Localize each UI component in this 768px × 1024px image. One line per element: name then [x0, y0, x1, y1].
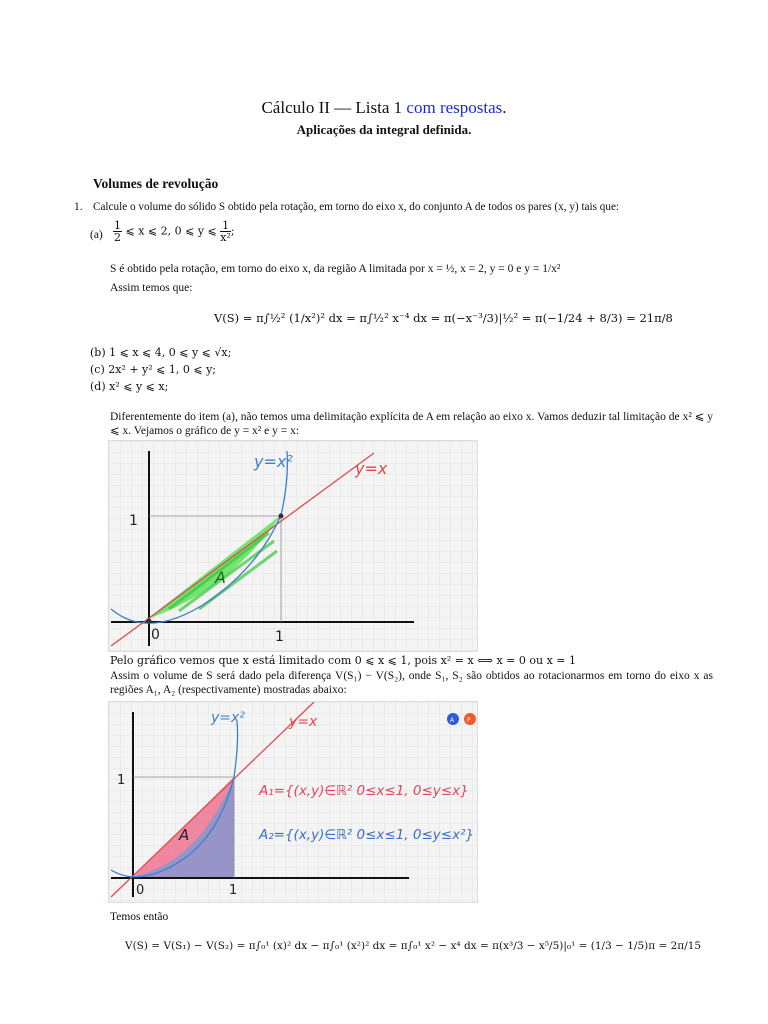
- item-d-formula: V(S) = V(S₁) − V(S₂) = π∫₀¹ (x)² dx − π∫₀¹ (x²)² dx = π∫₀¹ x² − x⁴ dx = π(x³/3 − x⁵/5)|₀¹ = (1/3 − 1/5)π = 2π/15: [125, 940, 702, 952]
- section-heading: Volumes de revolução: [93, 176, 219, 191]
- region-p-toggle-label: P: [467, 717, 471, 724]
- region-a-toggle-label: A: [450, 717, 455, 724]
- item-a-formula: V(S) = π∫½² (1/x²)² dx = π∫½² x⁻⁴ dx = π(−x⁻³/3)|½² = π(−1/24 + 8/3) = 21π/8: [214, 311, 673, 325]
- item-a-solution-2: Assim temos que:: [110, 282, 193, 294]
- label-line: y=x: [355, 459, 388, 478]
- graph-1-grid: [109, 441, 477, 651]
- graph-1-svg: [109, 441, 477, 651]
- graph-2-svg: [109, 702, 477, 902]
- label-a2-set: A₂={(x,y)∈ℝ² 0≤x≤1, 0≤y≤x²}: [259, 827, 475, 843]
- item-d: (d) x² ⩽ y ⩽ x;: [90, 380, 169, 393]
- item-a-condition: $\frac{1}{2}$ ⩽ x ⩽ 2, 0 ⩽ y ⩽ $\frac{1}{\text{x²}}$ ;: [114, 219, 235, 244]
- item-d-text-1: Diferentemente do item (a), não temos uma delimitação explícita de A em relação ao eixo x. Vamos deduzir tal limitação de x² ⩽ y ⩽ x. Vejamos o gráfico de y = x² e y = x:: [110, 411, 713, 437]
- document-subtitle: Aplicações da integral definida.: [296, 122, 472, 137]
- intersection-point: [279, 514, 284, 519]
- tick-x-1-2: 1: [229, 883, 238, 898]
- title-text: Cálculo II — Lista 1: [261, 98, 403, 117]
- label-parabola-2: y=x²: [211, 710, 245, 726]
- title-period: .: [502, 98, 507, 117]
- tick-y-1: 1: [129, 513, 138, 529]
- graph-2: [108, 701, 478, 903]
- item-a-label: (a): [90, 229, 103, 241]
- label-line-2: y=x: [289, 714, 318, 730]
- question-number: 1.: [74, 201, 83, 213]
- item-d-text-2: Pelo gráfico vemos que x está limitado com 0 ⩽ x ⩽ 1, pois x² = x ⟺ x = 0 ou x = 1: [110, 654, 576, 667]
- label-region-a-2: A: [179, 826, 190, 844]
- origin-label-2: 0: [136, 883, 145, 898]
- tick-y-1-2: 1: [117, 773, 126, 788]
- item-b: (b) 1 ⩽ x ⩽ 4, 0 ⩽ y ⩽ √x;: [90, 346, 232, 359]
- label-parabola: y=x²: [254, 452, 293, 471]
- item-d-text-4: Temos então: [110, 911, 169, 923]
- origin-label: 0: [151, 627, 160, 643]
- question-prompt: Calcule o volume do sólido S obtido pela rotação, em torno do eixo x, do conjunto A de todos os pares (x, y) tais que:: [93, 201, 620, 213]
- label-a1-set: A₁={(x,y)∈ℝ² 0≤x≤1, 0≤y≤x}: [259, 783, 469, 799]
- answers-link[interactable]: com respostas: [406, 98, 503, 117]
- item-d-text-3: Assim o volume de S será dado pela diferença V(S₁) − V(S₂), onde S₁, S₂ são obtidos ao rotacionarmos em torno do eixo x as regiões A₁, A₂ (respectivamente) mostradas abaixo:: [110, 670, 713, 696]
- origin-point: [147, 619, 152, 624]
- item-a-condition-text: ⩽ x ⩽ 2, 0 ⩽ y ⩽: [125, 224, 217, 238]
- tick-x-1: 1: [275, 629, 284, 645]
- label-region-a: A: [215, 568, 226, 587]
- document-title: [0, 98, 768, 118]
- graph-1: [108, 440, 478, 652]
- item-a-solution-1: S é obtido pela rotação, em torno do eixo x, da região A limitada por x = ½, x = 2, y = 0 e y = 1/x²: [110, 263, 561, 275]
- item-c: (c) 2x² + y² ⩽ 1, 0 ⩽ y;: [90, 363, 217, 376]
